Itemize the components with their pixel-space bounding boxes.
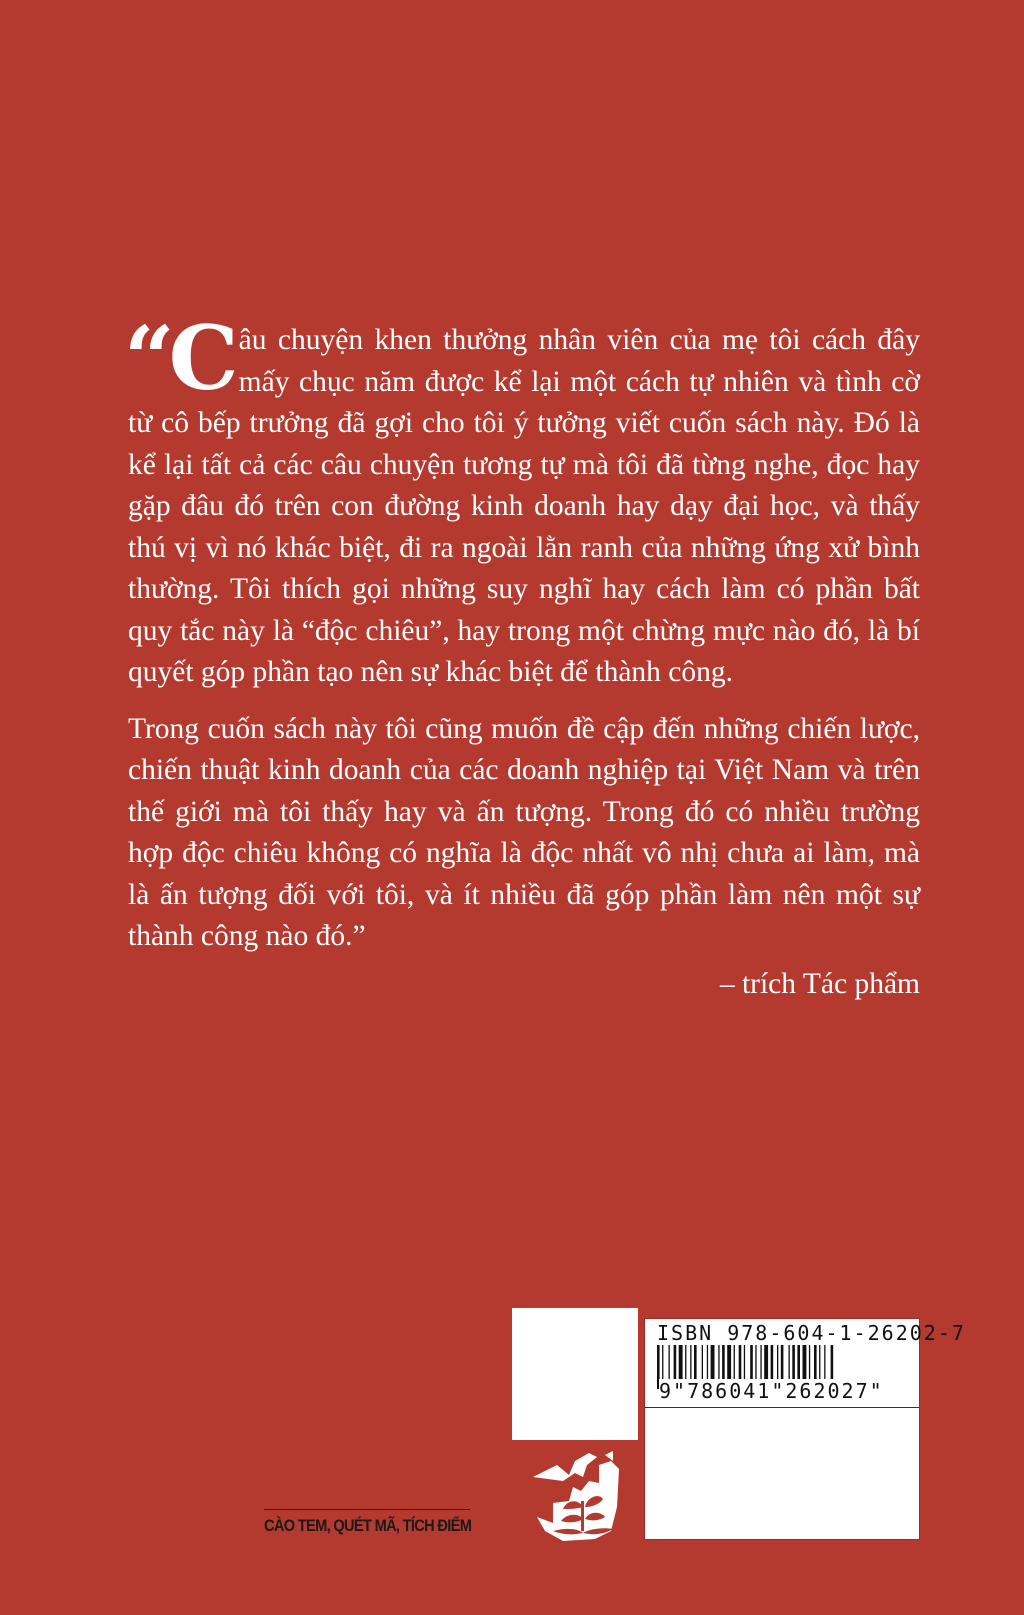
isbn-barcode-box [644,1318,966,1540]
quote-paragraph-1-text: âu chuyện khen thưởng nhân viên của mẹ tôi cách đây mấy chục năm được kể lại một cách tự nhiên và tình cờ từ cô bếp trưởng đã gợi cho tôi ý tưởng viết cuốn sách này. Đó là kể lại tất cả các câu chuyện tương tự mà tôi đã từng nghe, đọc hay gặp đâu đó trên con đường kinh doanh hay dạy đại học, và thấy thú vị vì nó khác biệt, đi ra ngoài lằn ranh của những ứng xử bình thường. Tôi thích gọi những suy nghĩ hay cách làm có phần bất quy tắc này là “độc chiêu”, hay trong một chừng mực nào đó, là bí quyết góp phần tạo nên sự khác biệt để thành công. [128,324,920,688]
barcode-digits: 9"786041"262027" [659,1379,884,1403]
stamp-label: CÀO TEM, QUÉT MÃ, TÍCH ĐIỂM [264,1516,472,1535]
drop-cap: “C [124,306,233,410]
publisher-logo-icon [523,1447,627,1543]
isbn-number: ISBN 978-604-1-26202-7 [657,1321,966,1345]
quote-attribution: – trích Tác phẩm [719,967,920,1000]
stamp-divider [264,1509,470,1510]
quote-paragraph-1 [124,306,920,694]
quote-paragraph-2: Trong cuốn sách này tôi cũng muốn đề cập đến những chiến lược, chiến thuật kinh doanh của các doanh nghiệp tại Việt Nam và trên thế giới mà tôi thấy hay và ấn tượng. Trong đó có nhiều trường hợp độc chiêu không có nghĩa là độc nhất vô nhị chưa ai làm, mà là ấn tượng đối với tôi, và ít nhiều đã góp phần làm nên một sự thành công nào đó.” [128,712,920,952]
quote-block [124,306,920,1005]
barcode-divider [645,1407,919,1408]
sticker-area [512,1308,638,1440]
